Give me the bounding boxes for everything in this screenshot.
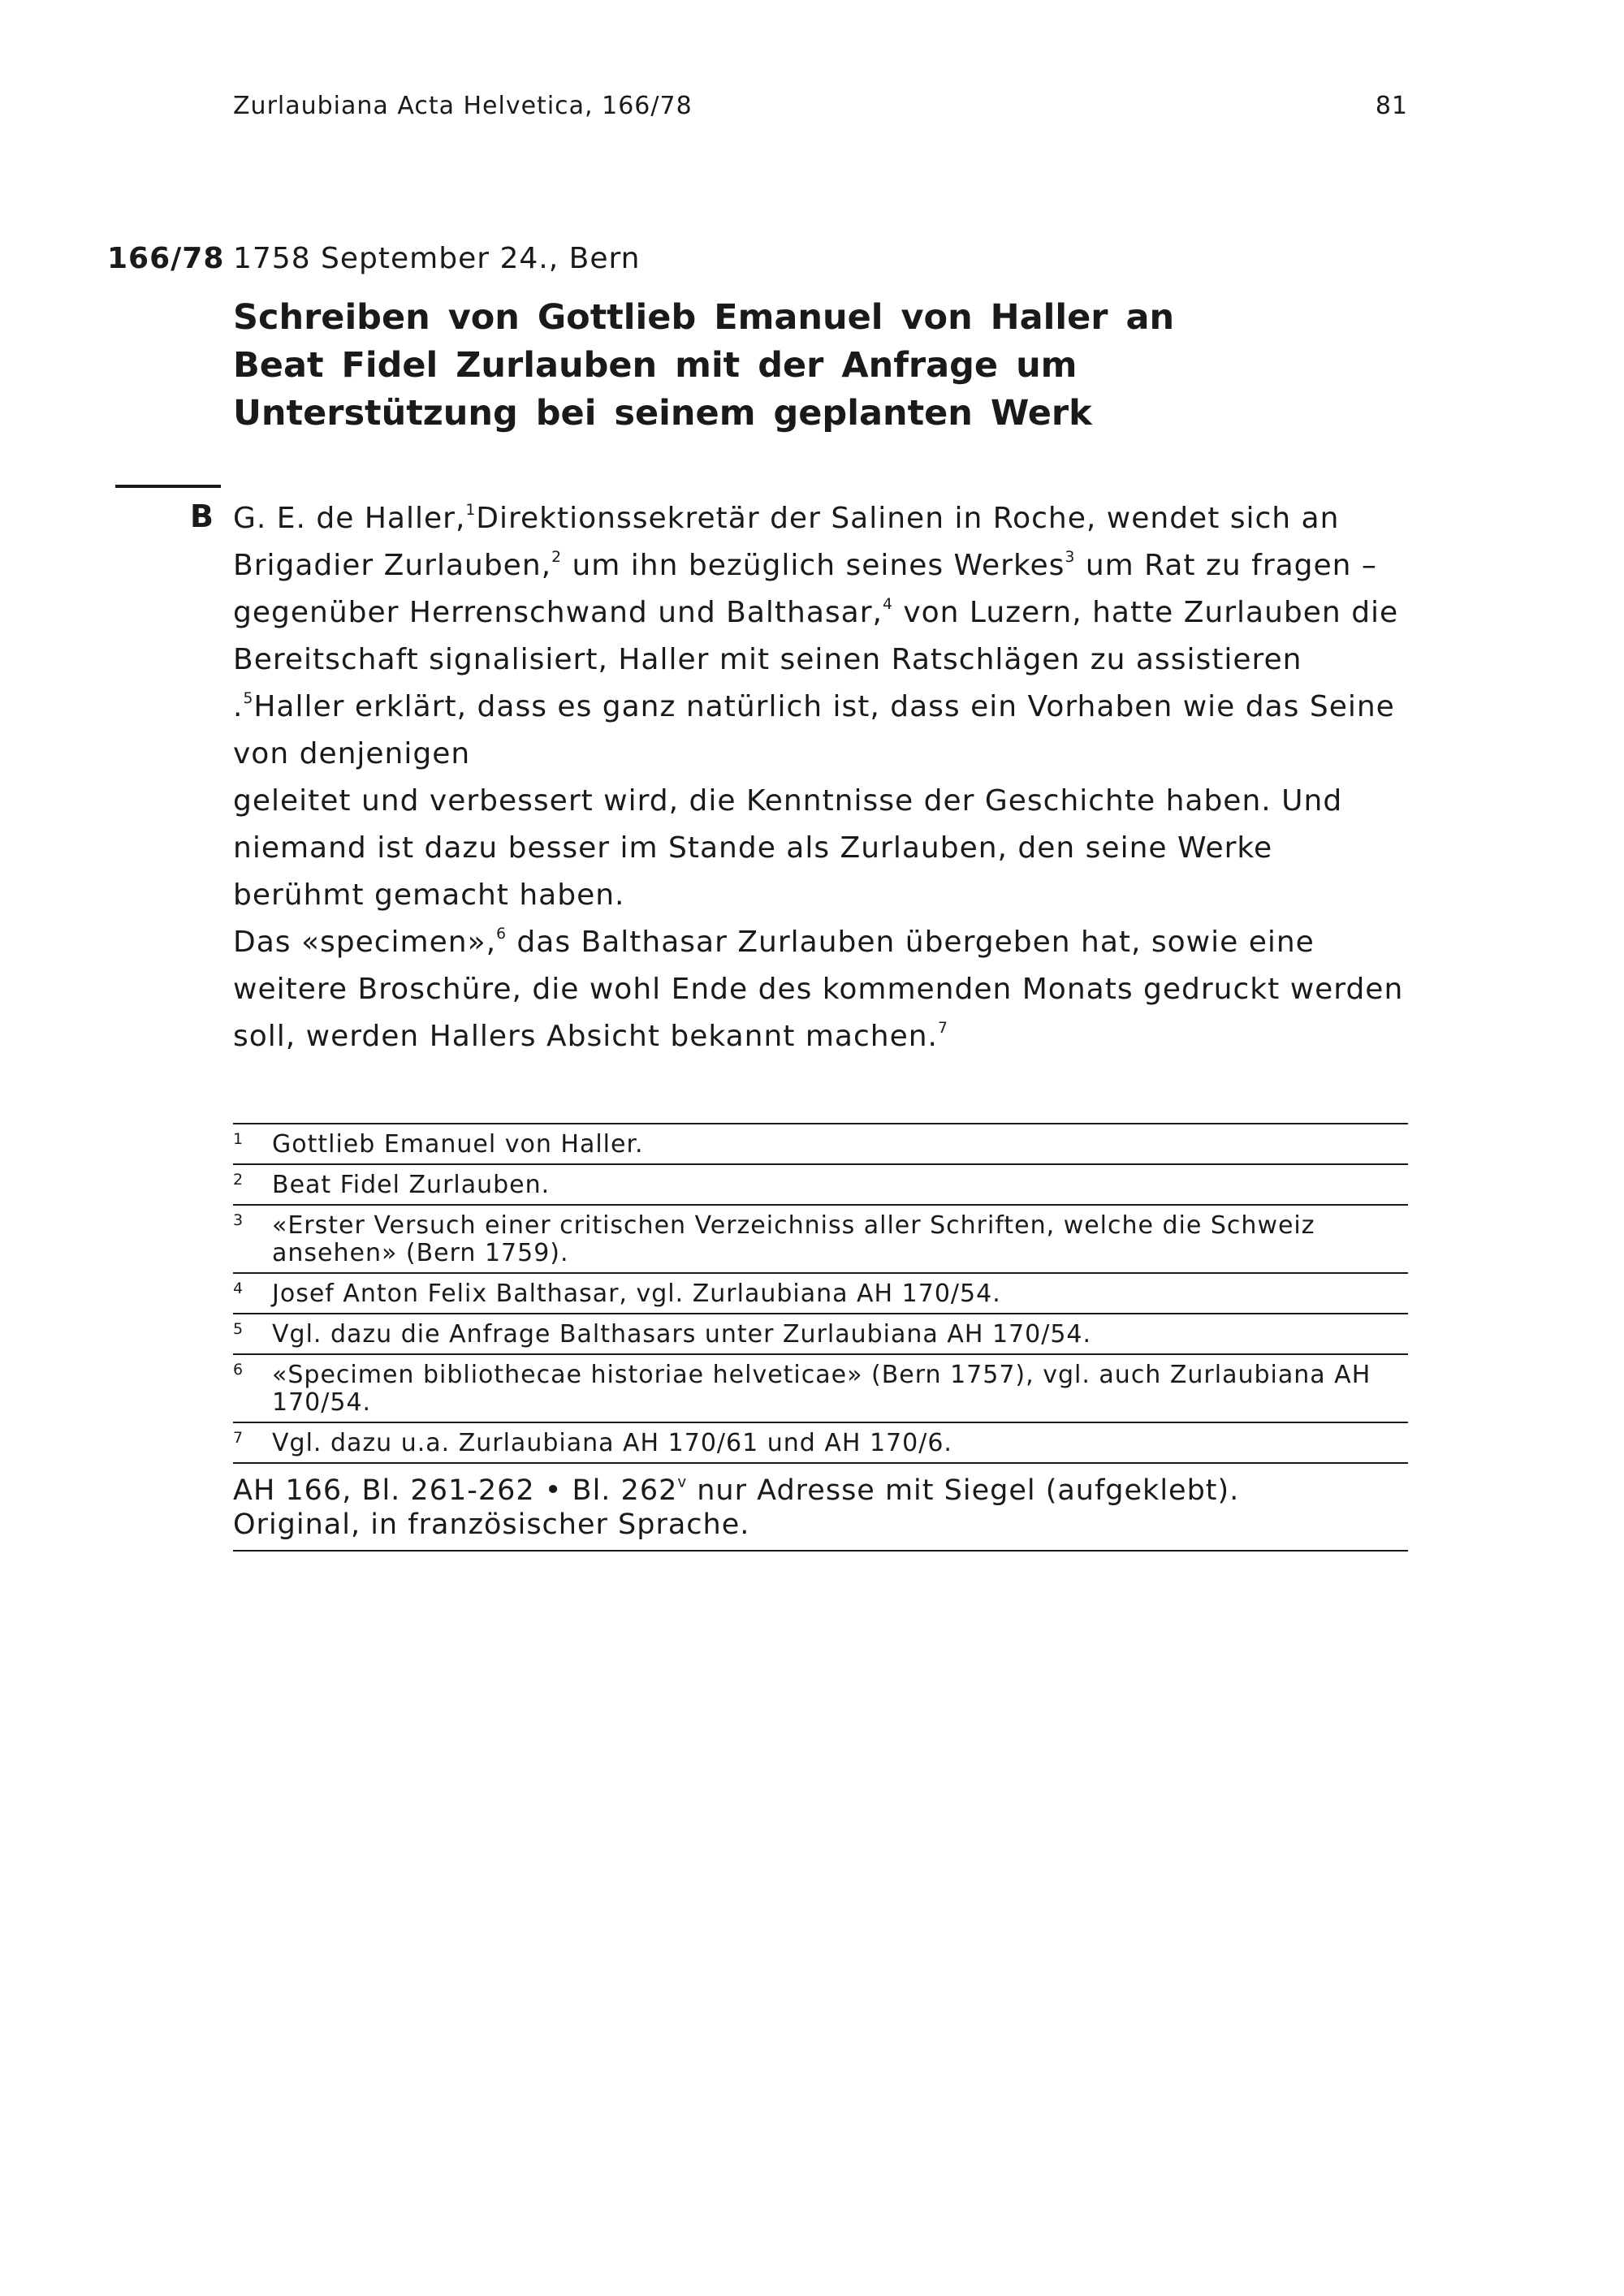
footnote-number: 7 (233, 1429, 244, 1447)
source-text-run: nur Adresse mit Siegel (aufgeklebt). (687, 1474, 1240, 1507)
summary-paragraph-1 (233, 495, 1410, 778)
footnote-number: 3 (233, 1211, 244, 1229)
verso-sup: v (677, 1474, 688, 1491)
footnote-number: 5 (233, 1320, 244, 1338)
summary-text-run: das Balthasar Zurlauben übergeben hat, sowie eine weitere Broschüre, die wohl Ende des kommenden Monats gedruckt werden soll, werden Hallers Absicht bekannt machen. (233, 926, 1404, 1053)
summary-text-run: von Luzern, hatte Zurlauben die Bereitschaft signalisiert, Haller mit seinen Ratschlägen zu assistieren . (233, 596, 1399, 723)
footnote-number: 2 (233, 1171, 244, 1189)
source-line-2: Original, in französischer Sprache. (233, 1508, 750, 1541)
footnote-text: «Specimen bibliothecae historiae helveticae» (Bern 1757), vgl. auch Zurlaubiana AH 170/54. (272, 1361, 1371, 1417)
footnote-row (233, 1422, 1408, 1462)
entry-date-place: 1758 September 24., Bern (233, 242, 641, 275)
notes-section (233, 1123, 1408, 1552)
entry-title: Schreiben von Gottlieb Emanuel von Haller an Beat Fidel Zurlauben mit der Anfrage um Unterstützung bei seinem geplanten Werk (233, 297, 1175, 434)
footnote-text: Josef Anton Felix Balthasar, vgl. Zurlaubiana AH 170/54. (272, 1280, 1001, 1308)
summary-paragraph-2: geleitet und verbessert wird, die Kenntnisse der Geschichte haben. Und niemand ist dazu besser im Stande als Zurlauben, den seine Werke berühmt gemacht haben. (233, 784, 1343, 912)
summary-text (233, 495, 1410, 1060)
footnote-number: 6 (233, 1361, 244, 1379)
footnote-number: 1 (233, 1130, 244, 1148)
summary-text-run: Direktionssekretär der Salinen in Roche, wendet sich an Brigadier Zurlauben, (233, 502, 1340, 582)
footnote-text: Vgl. dazu u.a. Zurlaubiana AH 170/61 und AH 170/6. (272, 1429, 952, 1457)
entry-number: 166/78 (107, 242, 225, 275)
footnote-text: Vgl. dazu die Anfrage Balthasars unter Zurlaubiana AH 170/54. (272, 1320, 1092, 1349)
footnote-ref-7: 7 (938, 1020, 948, 1038)
summary-text-run: Das «specimen», (233, 926, 497, 959)
summary-text-run: um Rat zu fragen – gegenüber Herrenschwand und Balthasar, (233, 549, 1377, 629)
footnote-row (233, 1313, 1408, 1353)
footnote-row (233, 1204, 1408, 1272)
summary-text-run: Haller erklärt, dass es ganz natürlich ist, dass ein Vorhaben wie das Seine von denjenigen (233, 690, 1395, 770)
document-type-marker: B (190, 498, 214, 534)
summary-text-run: G. E. de Haller, (233, 502, 466, 535)
footnote-ref-4: 4 (882, 596, 893, 614)
footnote-list (233, 1123, 1408, 1462)
page-number: 81 (1375, 92, 1408, 120)
footnote-row (233, 1353, 1408, 1422)
footnote-ref-2: 2 (551, 549, 562, 567)
footnote-text: «Erster Versuch einer critischen Verzeichniss aller Schriften, welche die Schweiz ansehen» (Bern 1759). (272, 1211, 1315, 1267)
footnote-ref-1: 1 (465, 502, 477, 520)
footnote-row (233, 1123, 1408, 1163)
source-note (233, 1462, 1408, 1552)
source-text-run: AH 166, Bl. 261-262 • Bl. 262 (233, 1474, 678, 1507)
footnote-ref-3: 3 (1065, 549, 1076, 567)
summary-paragraph-3 (233, 919, 1410, 1060)
footnote-number: 4 (233, 1280, 244, 1297)
footnote-row (233, 1163, 1408, 1204)
margin-rule (115, 485, 221, 488)
footnote-ref-6: 6 (496, 926, 507, 943)
footnote-ref-5: 5 (243, 690, 254, 708)
summary-text-run: um ihn bezüglich seines Werkes (572, 549, 1065, 582)
footnote-text: Beat Fidel Zurlauben. (272, 1171, 551, 1199)
footnote-row (233, 1272, 1408, 1313)
running-head: Zurlaubiana Acta Helvetica, 166/78 (233, 92, 693, 120)
source-line-1 (233, 1474, 1408, 1508)
footnote-text: Gottlieb Emanuel von Haller. (272, 1130, 644, 1159)
